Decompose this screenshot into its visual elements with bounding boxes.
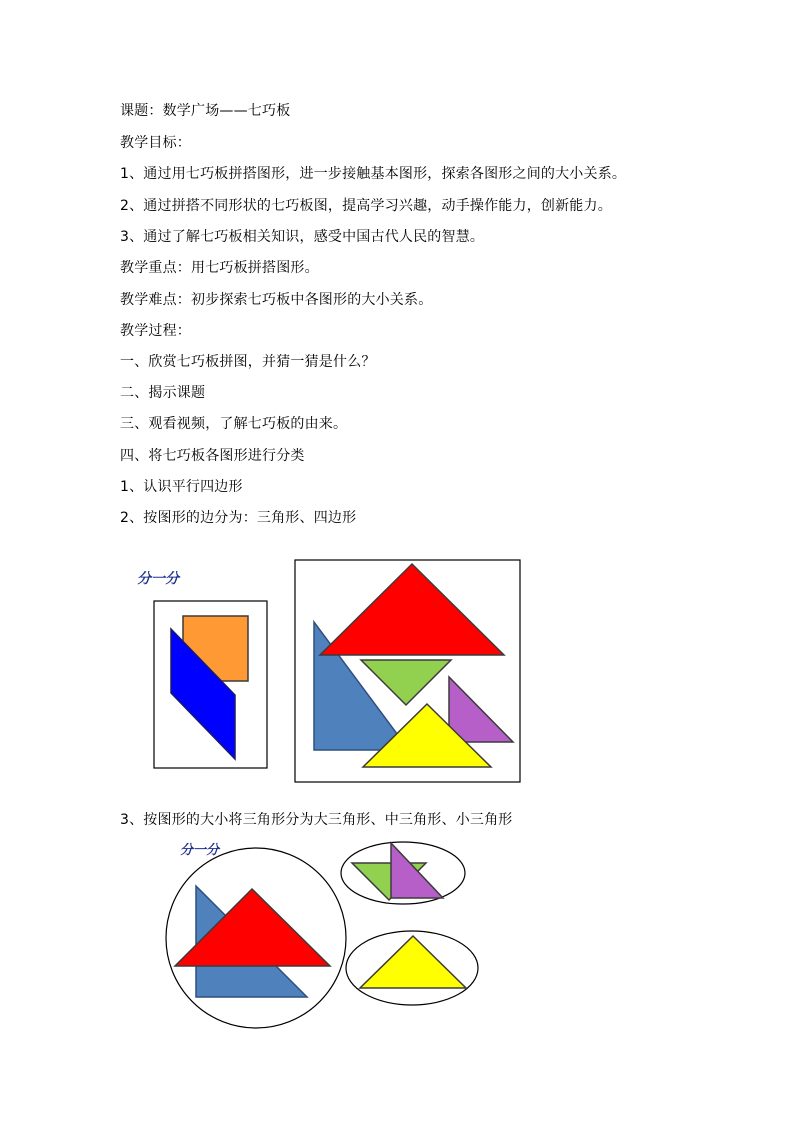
step-1: 一、欣赏七巧板拼图，并猜一猜是什么？ [120, 354, 376, 370]
objective-1: 1、通过用七巧板拼搭图形，进一步接触基本图形，探索各图形之间的大小关系。 [120, 166, 627, 182]
step-4: 四、将七巧板各图形进行分类 [120, 448, 305, 464]
lesson-title: 课题：数学广场——七巧板 [120, 103, 291, 119]
step-2: 二、揭示课题 [120, 385, 206, 401]
key-point: 教学重点：用七巧板拼搭图形。 [120, 260, 319, 276]
substep-2: 2、按图形的边分为：三角形、四边形 [120, 510, 357, 526]
substep-3: 3、按图形的大小将三角形分为大三角形、中三角形、小三角形 [120, 812, 513, 828]
figure2-label: 分一分 [180, 843, 220, 858]
objective-3: 3、通过了解七巧板相关知识，感受中国古代人民的智慧。 [120, 229, 485, 245]
substep-1: 1、认识平行四边形 [120, 479, 243, 495]
figure1-label: 分一分 [137, 571, 179, 587]
step-3: 三、观看视频，了解七巧板的由来。 [120, 416, 348, 432]
process-heading: 教学过程： [120, 323, 191, 339]
objective-2: 2、通过拼搭不同形状的七巧板图，提高学习兴趣，动手操作能力，创新能力。 [120, 198, 612, 214]
difficult-point: 教学难点：初步探索七巧板中各图形的大小关系。 [120, 292, 433, 308]
objectives-heading: 教学目标： [120, 135, 191, 151]
